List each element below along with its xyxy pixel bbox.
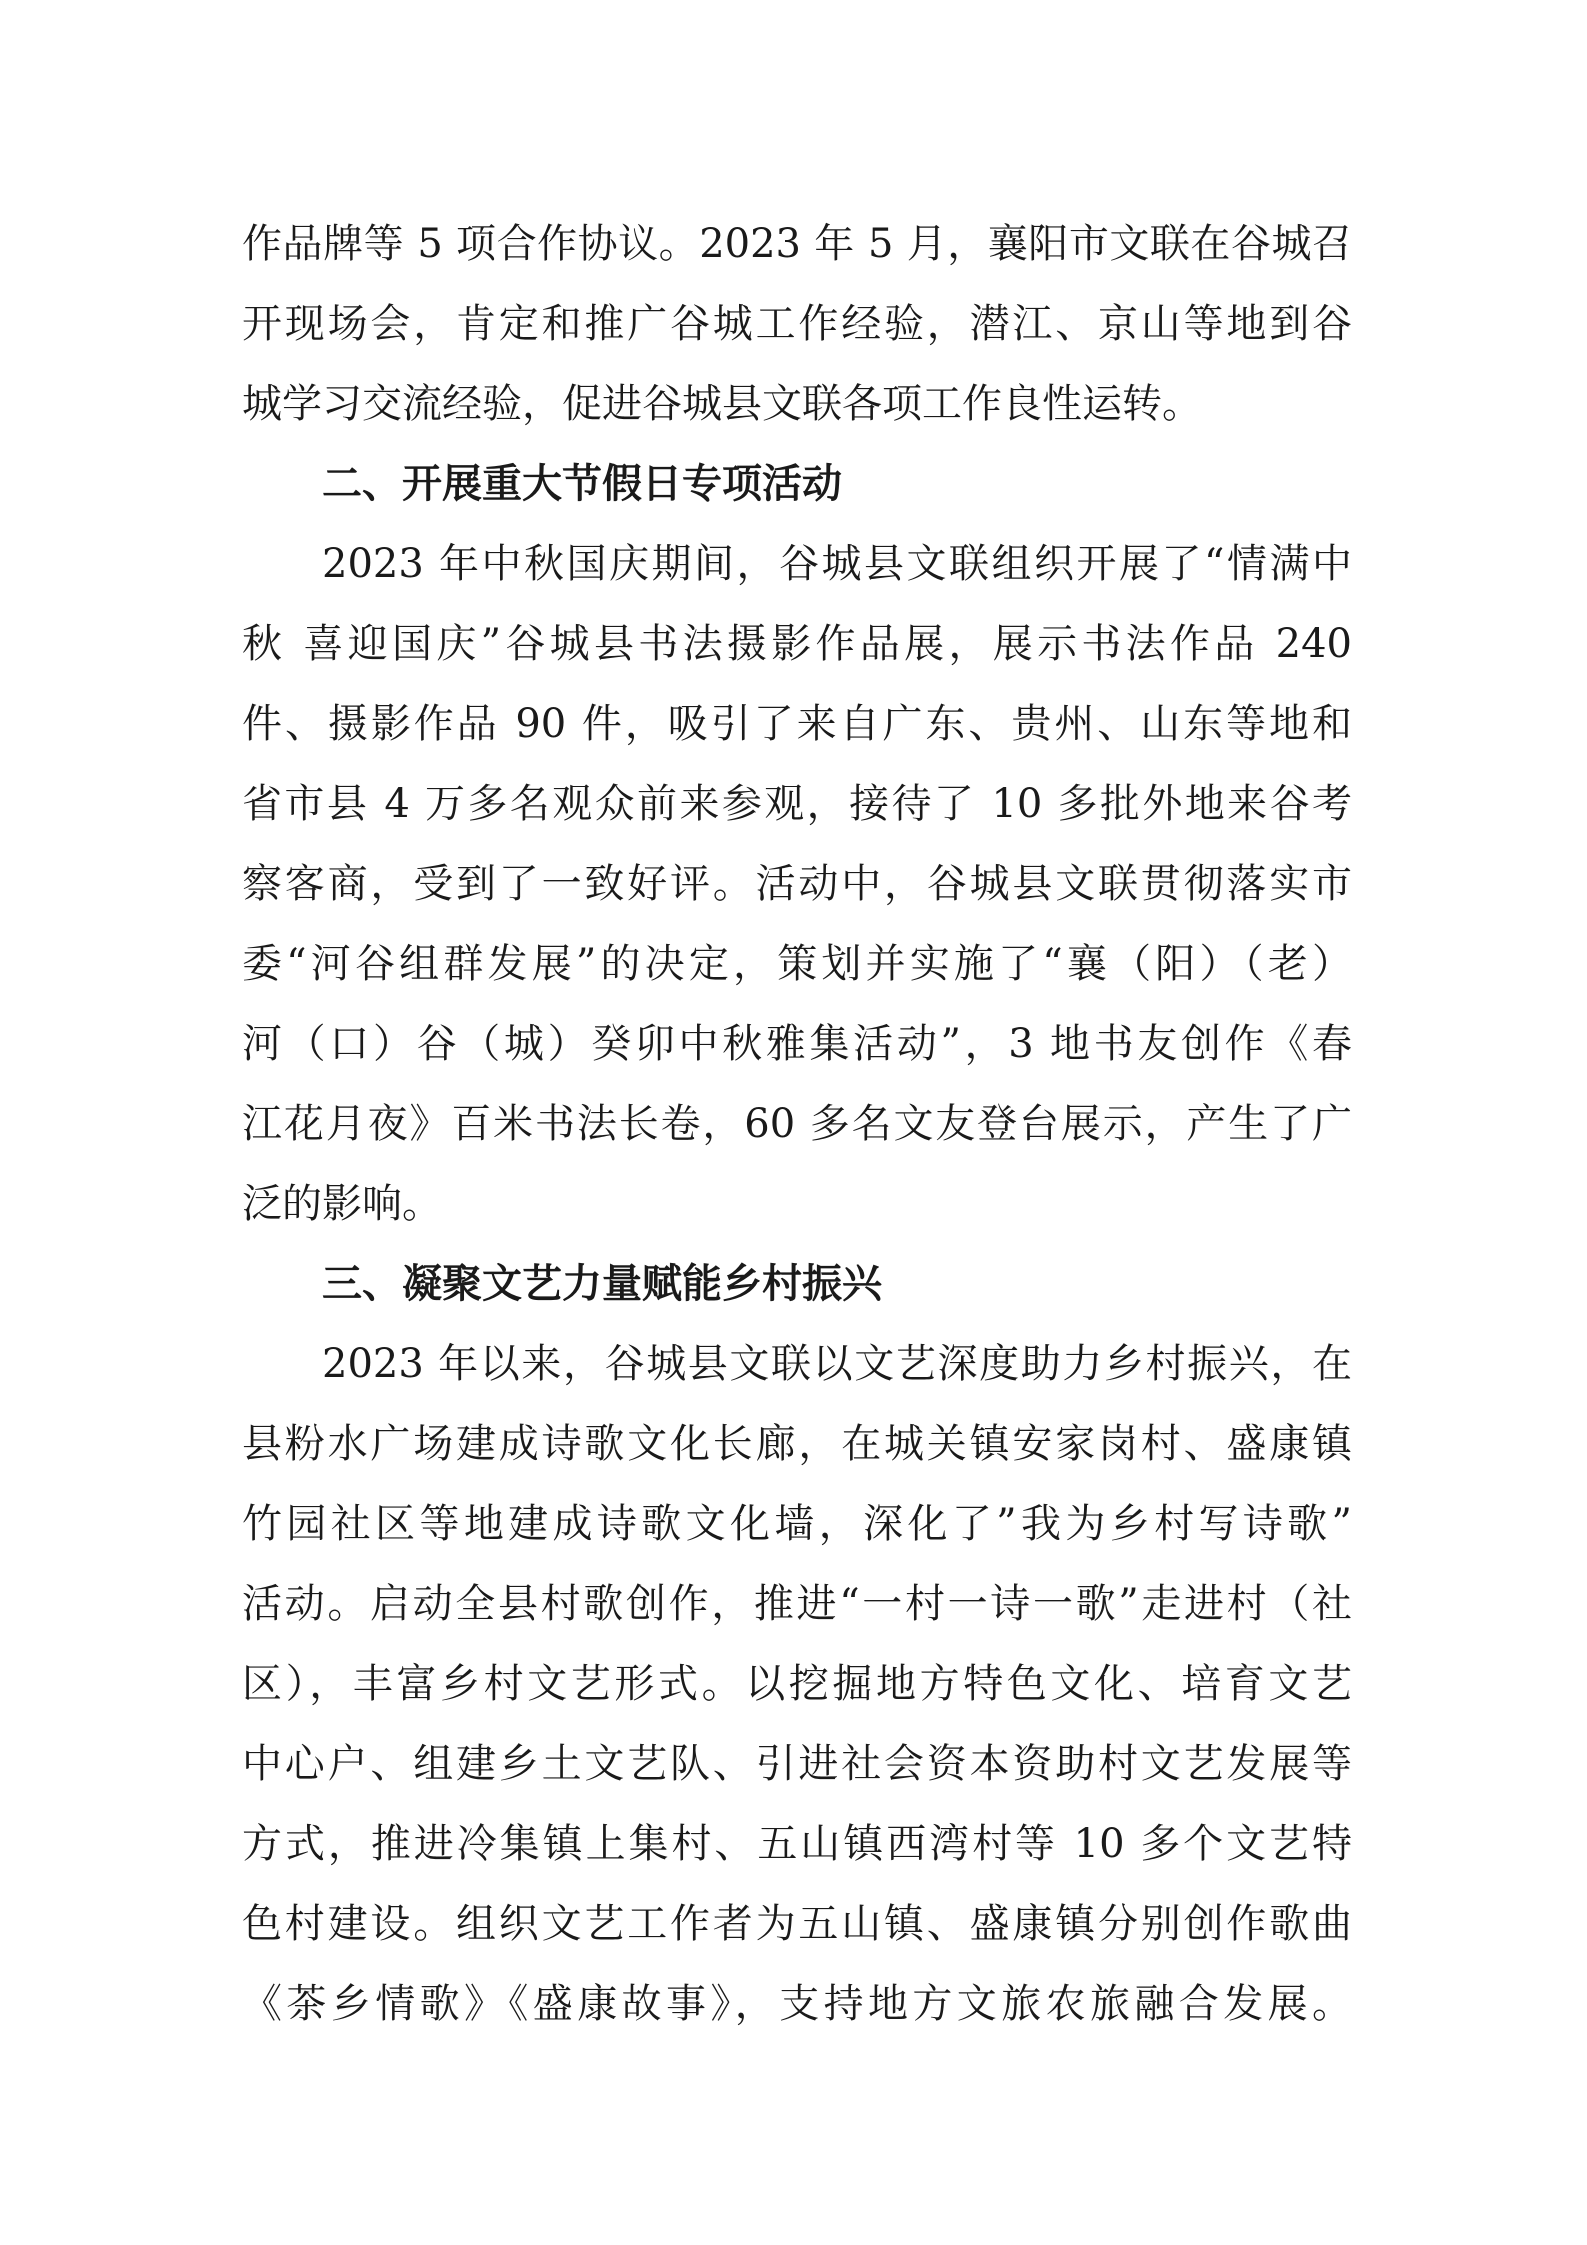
paragraph-line: 中心户、组建乡土文艺队、引进社会资本资助村文艺发展等 [242,1741,1352,1787]
paragraph-line: 秋 喜迎国庆”谷城县书法摄影作品展，展示书法作品 240 [242,621,1352,667]
paragraph-line: 色村建设。组织文艺工作者为五山镇、盛康镇分别创作歌曲 [242,1901,1352,1947]
paragraph-line: 活动。启动全县村歌创作，推进“一村一诗一歌”走进村（社 [242,1581,1352,1627]
paragraph-line: 河（口）谷（城）癸卯中秋雅集活动”，3 地书友创作《春 [242,1021,1352,1067]
paragraph-line: 省市县 4 万多名观众前来参观，接待了 10 多批外地来谷考 [242,781,1352,827]
section-heading: 三、凝聚文艺力量赋能乡村振兴 [322,1261,882,1307]
section-heading: 二、开展重大节假日专项活动 [322,461,842,507]
paragraph-line: 《茶乡情歌》《盛康故事》，支持地方文旅农旅融合发展。 [242,1981,1352,2027]
paragraph-line: 泛的影响。 [242,1181,442,1227]
paragraph-line: 2023 年中秋国庆期间，谷城县文联组织开展了“情满中 [322,541,1352,587]
paragraph-line: 委“河谷组群发展”的决定，策划并实施了“襄（阳）（老） [242,941,1352,987]
paragraph-line: 县粉水广场建成诗歌文化长廊，在城关镇安家岗村、盛康镇 [242,1421,1352,1467]
document-body [242,204,1352,2044]
paragraph-line: 察客商，受到了一致好评。活动中，谷城县文联贯彻落实市 [242,861,1352,907]
paragraph-line: 2023 年以来，谷城县文联以文艺深度助力乡村振兴，在 [322,1341,1352,1387]
paragraph-line: 江花月夜》百米书法长卷，60 多名文友登台展示，产生了广 [242,1101,1352,1147]
paragraph-line: 方式，推进冷集镇上集村、五山镇西湾村等 10 多个文艺特 [242,1821,1352,1867]
paragraph-line: 区），丰富乡村文艺形式。以挖掘地方特色文化、培育文艺 [242,1661,1352,1707]
paragraph-line: 件、摄影作品 90 件，吸引了来自广东、贵州、山东等地和 [242,701,1352,747]
paragraph-line: 竹园社区等地建成诗歌文化墙，深化了”我为乡村写诗歌” [242,1501,1352,1547]
paragraph-line: 作品牌等 5 项合作协议。2023 年 5 月，襄阳市文联在谷城召 [242,221,1352,267]
paragraph-line: 开现场会，肯定和推广谷城工作经验，潜江、京山等地到谷 [242,301,1352,347]
paragraph-line: 城学习交流经验，促进谷城县文联各项工作良性运转。 [242,381,1202,427]
